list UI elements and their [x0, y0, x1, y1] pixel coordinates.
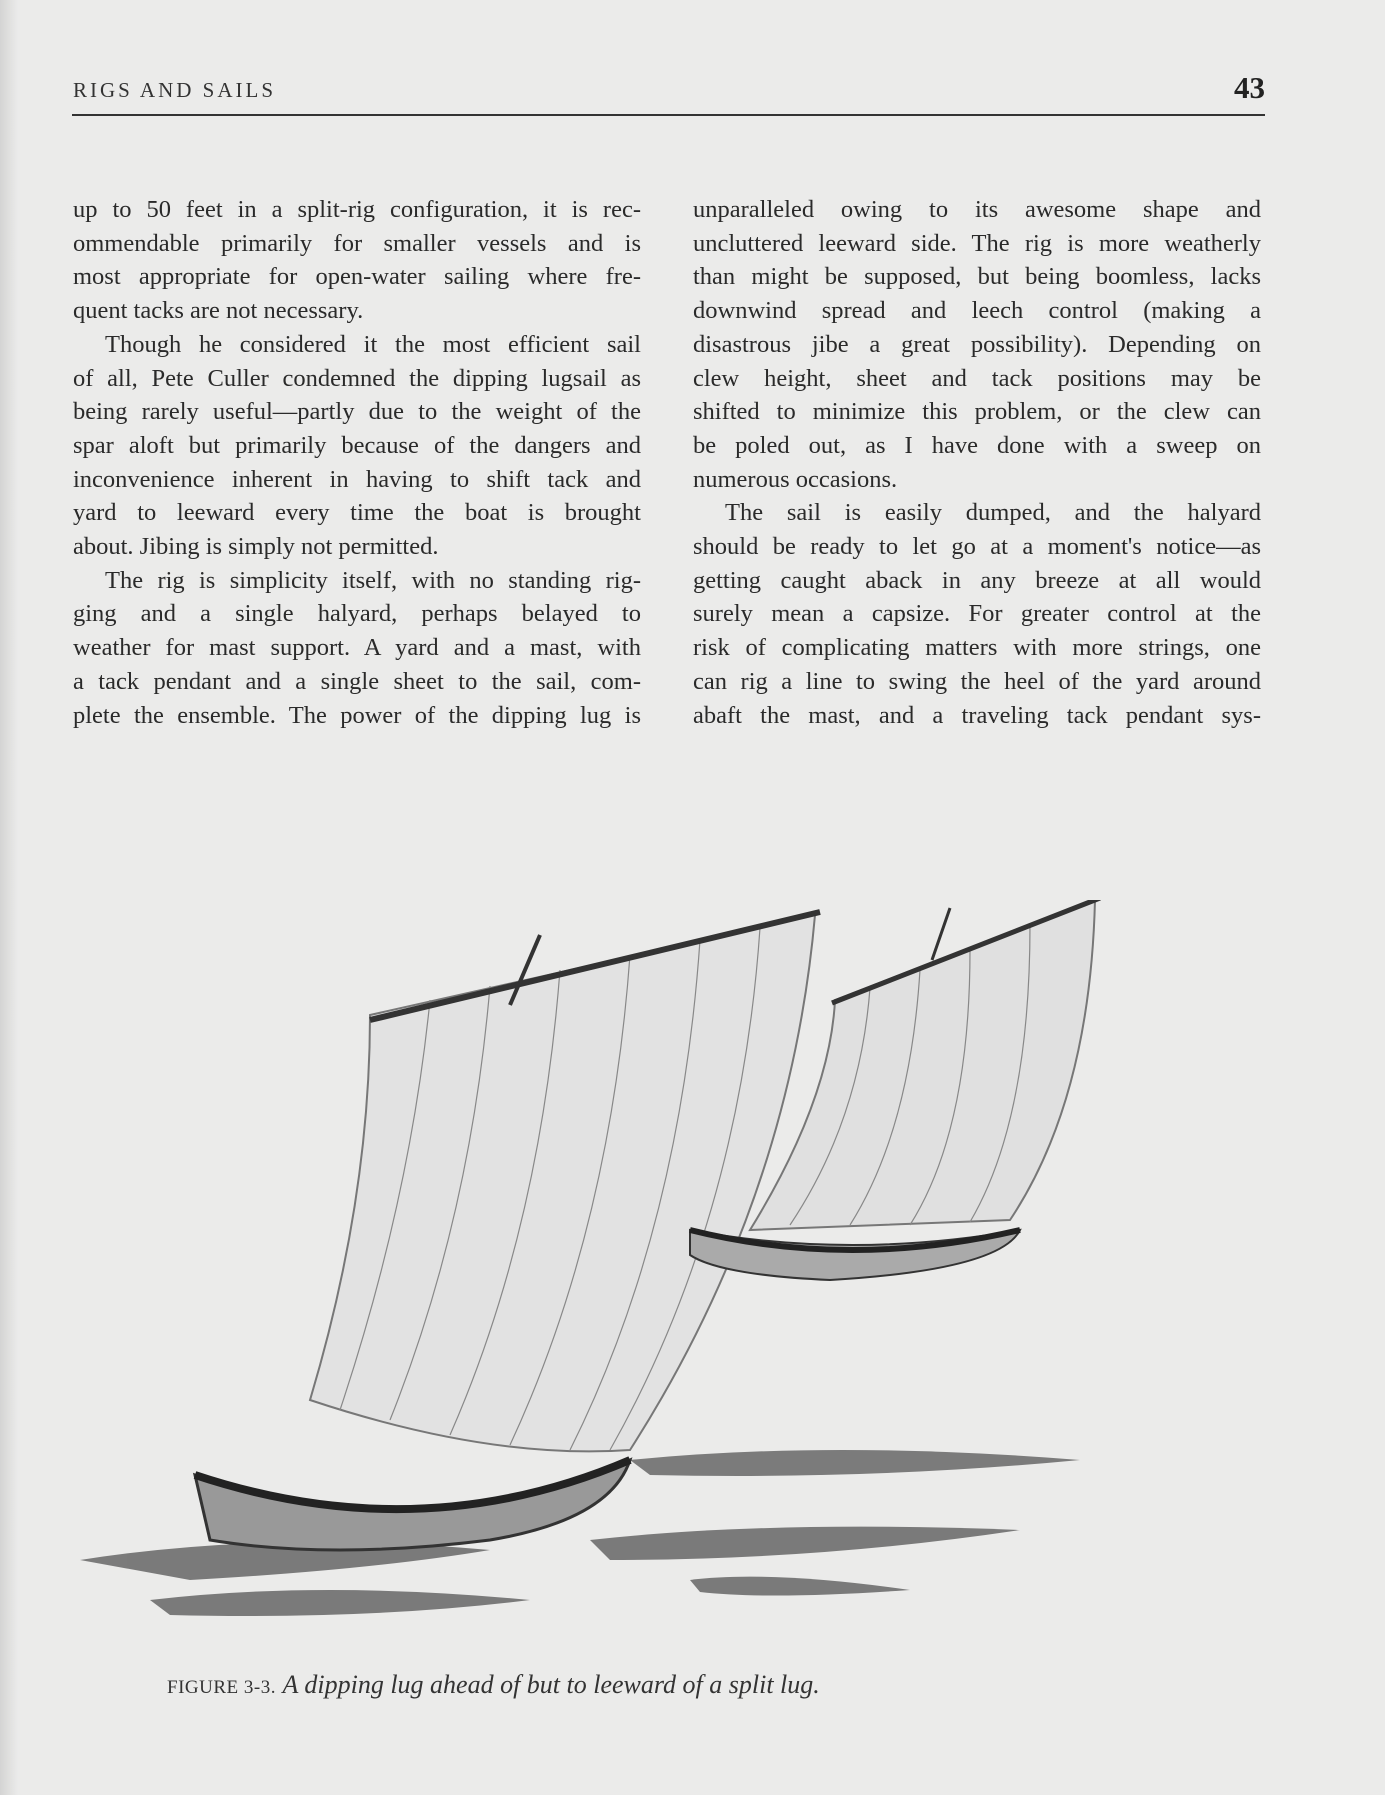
figure-caption — [167, 1670, 820, 1700]
figure-illustration-lugsail-boats — [70, 900, 1270, 1640]
text-line: surely mean a capsize. For greater control at the — [693, 600, 1261, 628]
header-rule — [72, 114, 1265, 116]
text-line: The rig is simplicity itself, with no standing rig- — [105, 566, 641, 594]
figure-label: FIGURE 3-3. — [167, 1677, 276, 1698]
left-text-column — [73, 193, 641, 732]
page-number: 43 — [1234, 70, 1265, 105]
text-line: a tack pendant and a single sheet to the sail, com- — [73, 667, 641, 695]
running-title: RIGS AND SAILS — [73, 78, 277, 102]
text-line: clew height, sheet and tack positions may be — [693, 364, 1261, 392]
text-line: weather for mast support. A yard and a mast, with — [73, 634, 641, 662]
text-line: up to 50 feet in a split-rig configuration, it is rec- — [73, 196, 641, 223]
text-line: most appropriate for open-water sailing where fre- — [73, 263, 641, 291]
text-line: ommendable primarily for smaller vessels and is — [73, 229, 641, 257]
text-line: Though he considered it the most efficient sail — [105, 330, 641, 358]
text-line: The sail is easily dumped, and the halyard — [725, 499, 1261, 527]
right-text-column — [693, 193, 1261, 732]
text-line: plete the ensemble. The power of the dipping lug is — [73, 701, 641, 729]
text-line: quent tacks are not necessary. — [73, 297, 364, 325]
text-line: uncluttered leeward side. The rig is more weatherly — [693, 229, 1261, 257]
text-line: be poled out, as I have done with a sweep on — [693, 431, 1261, 459]
text-line: ging and a single halyard, perhaps belayed to — [73, 600, 641, 628]
text-line: abaft the mast, and a traveling tack pendant sys- — [693, 701, 1261, 729]
text-line: about. Jibing is simply not permitted. — [73, 533, 439, 561]
text-line: unparalleled owing to its awesome shape and — [693, 196, 1261, 223]
text-line: numerous occasions. — [693, 465, 898, 493]
text-line: risk of complicating matters with more strings, one — [693, 634, 1261, 662]
text-line: inconvenience inherent in having to shift tack and — [73, 465, 641, 493]
text-line: spar aloft but primarily because of the dangers and — [73, 431, 641, 459]
text-line: can rig a line to swing the heel of the yard around — [693, 667, 1261, 695]
page-gutter-shadow — [0, 0, 18, 1795]
text-line: shifted to minimize this problem, or the clew can — [693, 398, 1261, 426]
figure-caption-text: A dipping lug ahead of but to leeward of a split lug. — [282, 1670, 820, 1699]
text-line: than might be supposed, but being boomless, lacks — [693, 263, 1261, 291]
text-line: downwind spread and leech control (making a — [693, 297, 1261, 325]
text-line: should be ready to let go at a moment's notice—as — [693, 533, 1261, 561]
text-line: being rarely useful—partly due to the weight of the — [73, 398, 641, 426]
text-line: of all, Pete Culler condemned the dipping lugsail as — [73, 364, 641, 392]
text-line: yard to leeward every time the boat is brought — [73, 499, 641, 527]
text-line: getting caught aback in any breeze at all would — [693, 566, 1261, 594]
text-line: disastrous jibe a great possibility). Depending on — [693, 330, 1261, 358]
